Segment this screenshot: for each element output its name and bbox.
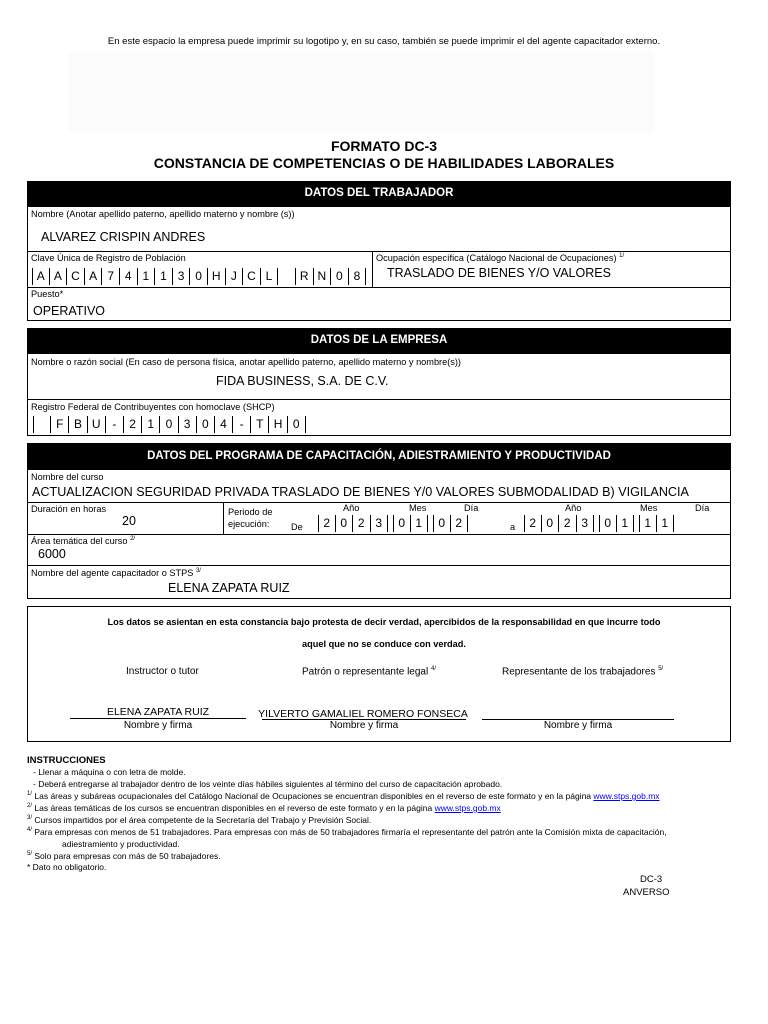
date-digit-cell: 2 [524, 515, 542, 532]
char-cell: C [67, 268, 85, 285]
char-cell: 1 [138, 268, 156, 285]
char-cell: N [314, 268, 332, 285]
rfc-label: Registro Federal de Contribuyentes con homoclave (SHCP) [31, 402, 275, 412]
instructions-title: INSTRUCCIONES [27, 755, 106, 766]
area-label-text: Área temática del curso [31, 536, 128, 547]
date-digit-cell: 1 [411, 515, 429, 532]
char-cell: 8 [349, 268, 367, 285]
instructor-name[interactable]: ELENA ZAPATA RUIZ [106, 706, 210, 718]
char-cell: 3 [173, 268, 191, 285]
date-digit-cell: 0 [393, 515, 411, 532]
date-digit-cell: 2 [559, 515, 577, 532]
curp-field[interactable] [32, 268, 366, 285]
to-month-label: Mes [640, 503, 658, 513]
date-digit-cell: 0 [433, 515, 451, 532]
to-date-field[interactable] [524, 515, 674, 532]
agente-label-text: Nombre del agente capacitador o STPS [31, 568, 194, 579]
to-day-label: Día [695, 503, 710, 513]
footnote-mark: 5/ [27, 851, 33, 858]
instruction-line: - Deberá entregarse al trabajador dentro de los veinte días hábiles siguientes al término del curso de capacitación aprobado. [33, 779, 503, 789]
char-cell: 0 [197, 416, 215, 433]
duracion-value[interactable]: 20 [122, 514, 136, 528]
date-digit-cell: 0 [336, 515, 354, 532]
char-cell: H [208, 268, 226, 285]
instruction-line: - Llenar a máquina o con letra de molde. [33, 767, 186, 777]
divider [372, 251, 373, 287]
section-trabajador [27, 206, 731, 321]
footnote-mark: 1/ [619, 253, 625, 259]
instructor-label: Instructor o tutor [126, 666, 199, 677]
razon-value[interactable]: FIDA BUSINESS, S.A. DE C.V. [216, 374, 389, 388]
char-cell: L [261, 268, 279, 285]
section-programa-header: DATOS DEL PROGRAMA DE CAPACITACIÓN, ADIESTRAMIENTO Y PRODUCTIVIDAD [27, 443, 731, 469]
note-text: Cursos impartidos por el área competente de la Secretaría del Trabajo y Previsión Social. [34, 815, 372, 825]
footnote-mark: 1/ [27, 791, 33, 798]
divider [223, 502, 224, 534]
rfc-field[interactable] [33, 416, 306, 433]
divider [27, 502, 731, 503]
from-month-label: Mes [409, 503, 427, 513]
agente-value[interactable]: ELENA ZAPATA RUIZ [168, 581, 290, 595]
patron-label-text: Patrón o representante legal [302, 666, 429, 678]
from-date-field[interactable] [318, 515, 468, 532]
worker-name[interactable]: ALVAREZ CRISPIN ANDRES [41, 230, 206, 244]
duracion-label: Duración en horas [31, 504, 107, 514]
divider [27, 251, 731, 252]
patron-label [302, 666, 436, 677]
area-label [31, 536, 135, 546]
declaration-line-1: Los datos se asientan en esta constancia bajo protesta de decir verdad, apercibidos de la responsabilidad en que incurre todo [107, 617, 661, 627]
name-label: Nombre (Anotar apellido paterno, apellido materno y nombre (s)) [31, 209, 295, 219]
char-cell: T [251, 416, 269, 433]
footnote-mark: 2/ [27, 803, 33, 810]
representante-label [502, 666, 663, 677]
instruction-note-4 [27, 827, 667, 837]
form-title: FORMATO DC-3 [330, 138, 438, 154]
date-digit-cell: 2 [451, 515, 469, 532]
footnote-mark: 4/ [430, 666, 436, 672]
date-digit-cell: 2 [318, 515, 336, 532]
char-cell: 0 [288, 416, 306, 433]
footnote-mark: 3/ [195, 568, 201, 574]
date-digit-cell: 3 [371, 515, 389, 532]
stps-link[interactable]: www.stps.gob.mx [434, 803, 501, 813]
char-cell: 2 [124, 416, 142, 433]
footer-side: ANVERSO [623, 887, 670, 898]
from-year-label: Año [343, 503, 360, 513]
divider [27, 534, 731, 535]
ocupacion-label-text: Ocupación específica (Catálogo Nacional de Ocupaciones) [376, 253, 617, 264]
a-label: a [510, 522, 516, 532]
char-cell: 0 [190, 268, 208, 285]
periodo-label-2: ejecución: [228, 519, 270, 529]
note-text: Las áreas y subáreas ocupacionales del Catálogo Nacional de Ocupaciones se encuentran disponibles en el reverso de este formato y en la página [34, 791, 592, 801]
date-digit-cell: 3 [577, 515, 595, 532]
stps-link[interactable]: www.stps.gob.mx [593, 791, 660, 801]
char-cell: 7 [102, 268, 120, 285]
instruction-note-3 [27, 815, 371, 825]
char-cell: J [226, 268, 244, 285]
representante-firma-caption: Nombre y firma [543, 720, 613, 731]
agente-label [31, 568, 201, 578]
divider [27, 565, 731, 566]
instruction-note-5 [27, 851, 221, 861]
char-cell: - [106, 416, 124, 433]
curso-value[interactable]: ACTUALIZACION SEGURIDAD PRIVADA TRASLADO DE BIENES Y/0 VALORES SUBMODALIDAD B) VIGILANCIA [32, 485, 689, 499]
de-label: De [291, 522, 303, 532]
puesto-value[interactable]: OPERATIVO [33, 304, 106, 318]
note-text: Para empresas con menos de 51 trabajadores. Para empresas con más de 50 trabajadores firmaría el representante del patrón ante la Comisión mixta de capacitación, [34, 827, 667, 837]
ocupacion-label [376, 253, 624, 263]
instruction-note-1 [27, 791, 660, 801]
divider [27, 399, 731, 400]
char-cell: A [50, 268, 68, 285]
char-cell: 4 [120, 268, 138, 285]
periodo-label-1: Periodo de [228, 507, 273, 517]
char-cell: R [296, 268, 314, 285]
footer-code: DC-3 [640, 874, 663, 885]
form-subtitle: CONSTANCIA DE COMPETENCIAS O DE HABILIDADES LABORALES [153, 155, 615, 171]
char-cell: A [32, 268, 50, 285]
declaration-line-2: aquel que no se conduce con verdad. [302, 639, 466, 649]
char-cell: F [51, 416, 69, 433]
note-text: Las áreas temáticas de los cursos se encuentran disponibles en el reverso de este formato y en la página [34, 803, 433, 813]
char-cell: U [88, 416, 106, 433]
date-digit-cell: 0 [599, 515, 617, 532]
patron-name[interactable]: YILVERTO GAMALIEL ROMERO FONSECA [258, 708, 468, 720]
curso-label: Nombre del curso [31, 472, 104, 482]
date-digit-cell: 1 [617, 515, 635, 532]
date-digit-cell: 1 [657, 515, 675, 532]
note-text: Solo para empresas con más de 50 trabajadores. [34, 851, 221, 861]
from-day-label: Día [464, 503, 479, 513]
signature-line [70, 718, 246, 719]
divider [27, 287, 731, 288]
logo-note: En este espacio la empresa puede imprimir su logotipo y, en su caso, también se puede imprimir el del agente capacitador externo. [107, 36, 661, 47]
char-cell: H [269, 416, 287, 433]
char-cell: C [243, 268, 261, 285]
date-digit-cell: 1 [639, 515, 657, 532]
date-digit-cell: 2 [353, 515, 371, 532]
footnote-mark: 3/ [27, 815, 33, 822]
to-year-label: Año [565, 503, 582, 513]
section-empresa-header: DATOS DE LA EMPRESA [27, 328, 731, 353]
puesto-label: Puesto* [31, 289, 64, 299]
char-cell: 3 [179, 416, 197, 433]
curp-label: Clave Única de Registro de Población [31, 253, 186, 263]
char-cell: B [69, 416, 87, 433]
footnote-mark: 2/ [130, 536, 136, 542]
char-cell: 1 [142, 416, 160, 433]
logo-placeholder [68, 52, 654, 132]
footnote-mark: 5/ [658, 666, 664, 672]
instruction-note-2 [27, 803, 501, 813]
representante-label-text: Representante de los trabajadores [502, 666, 656, 678]
char-cell [33, 416, 51, 433]
instruction-note-6: * Dato no obligatorio. [27, 862, 107, 872]
date-digit-cell: 0 [542, 515, 560, 532]
char-cell [278, 268, 296, 285]
footnote-mark: 4/ [27, 827, 33, 834]
instructor-firma-caption: Nombre y firma [123, 720, 193, 731]
instruction-note-4-cont: adiestramiento y productividad. [62, 839, 180, 849]
razon-label: Nombre o razón social (En caso de persona física, anotar apellido paterno, apellido materno y nombre(s)) [31, 357, 461, 367]
char-cell: 4 [215, 416, 233, 433]
area-value[interactable]: 6000 [38, 547, 66, 561]
char-cell: A [85, 268, 103, 285]
ocupacion-value[interactable]: TRASLADO DE BIENES Y/O VALORES [387, 266, 611, 280]
section-trabajador-header: DATOS DEL TRABAJADOR [27, 181, 731, 206]
patron-firma-caption: Nombre y firma [329, 720, 399, 731]
char-cell: 0 [331, 268, 349, 285]
char-cell: - [233, 416, 251, 433]
char-cell: 1 [155, 268, 173, 285]
char-cell: 0 [160, 416, 178, 433]
